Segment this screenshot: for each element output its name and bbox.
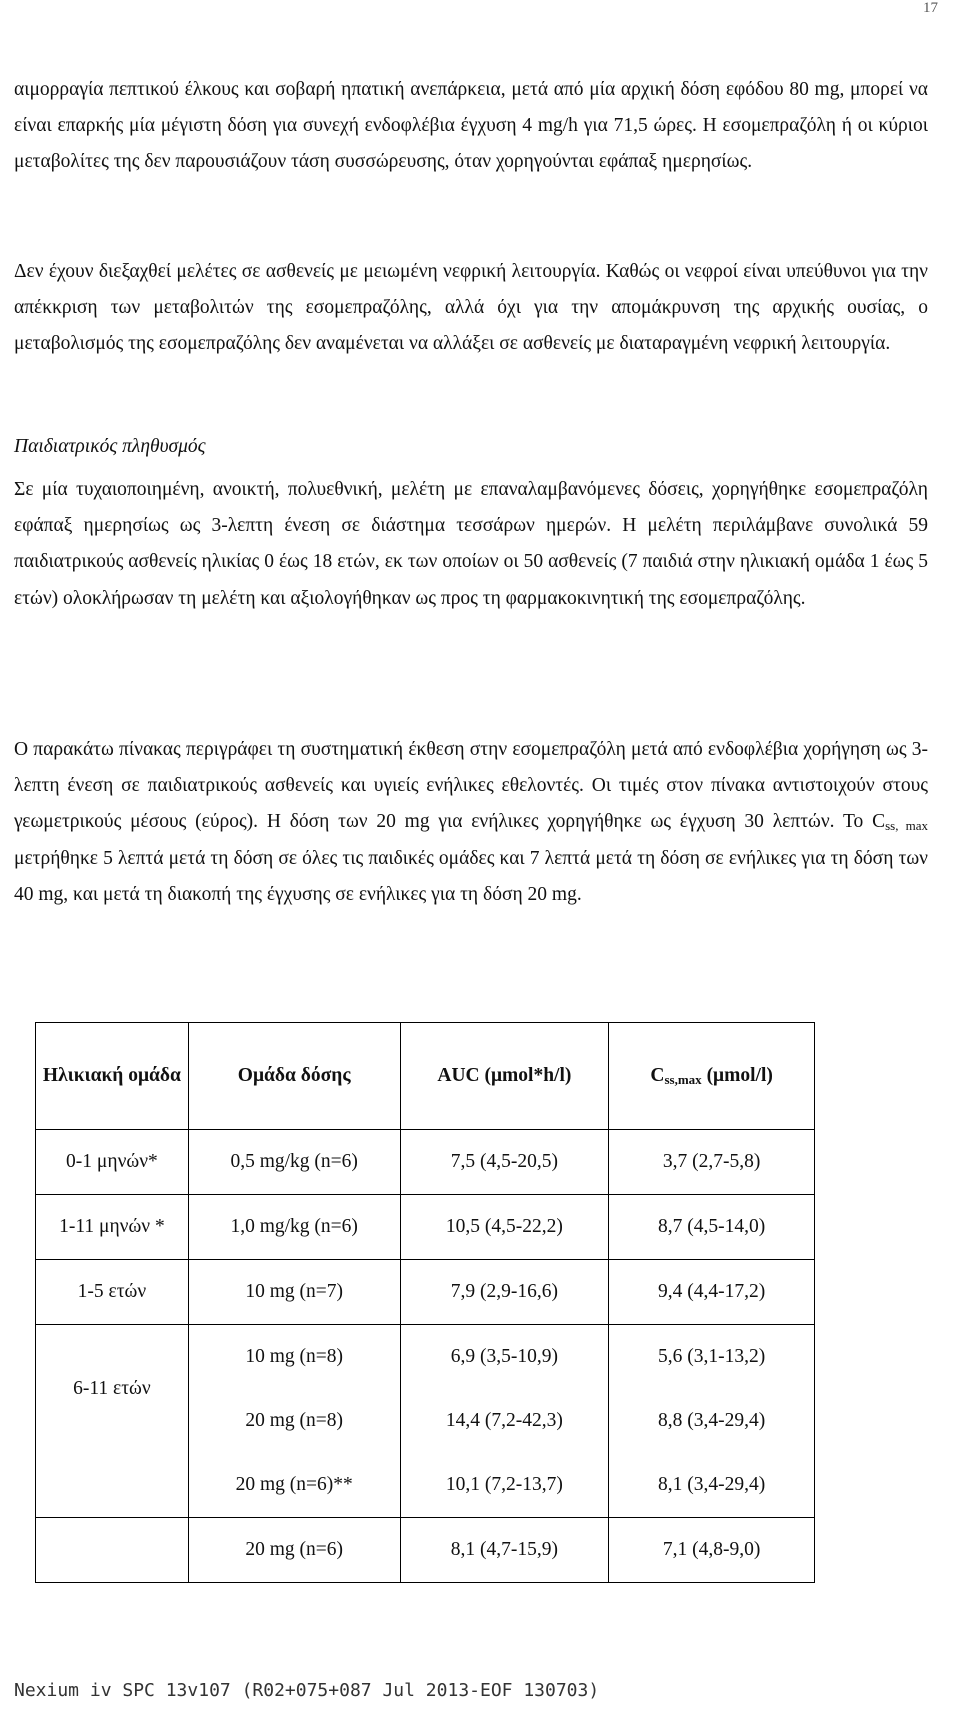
cell-auc: 8,1 (4,7-15,9) <box>400 1518 609 1583</box>
cell-dose: 10 mg (n=7) <box>188 1260 400 1325</box>
table-row <box>36 1260 815 1325</box>
cell-cmax: 8,1 (3,4-29,4) <box>609 1453 815 1518</box>
cell-dose: 1,0 mg/kg (n=6) <box>188 1195 400 1260</box>
paragraph-hepatic: αιμορραγία πεπτικού έλκους και σοβαρή ηπατική ανεπάρκεια, μετά από μία αρχική δόση εφόδου 80 mg, μπορεί να είναι επαρκής μία μέγιστη δόση για συνεχή ενδοφλέβια έγχυση 4 mg/h για 71,5 ώρες. Η εσομεπραζόλη ή οι κύριοι μεταβολίτες της δεν παρουσιάζουν τάση συσσώρευσης, όταν χορηγούνται εφάπαξ ημερησίως. <box>14 79 928 173</box>
cell-age <box>36 1518 189 1583</box>
cell-dose: 10 mg (n=8) <box>188 1325 400 1390</box>
cell-age: 6-11 ετών <box>36 1325 189 1454</box>
section-heading-pediatric: Παιδιατρικός πληθυσμός <box>14 436 206 457</box>
header-age-group: Ηλικιακή ομάδα <box>36 1023 189 1130</box>
cell-cmax: 8,7 (4,5-14,0) <box>609 1195 815 1260</box>
cell-cmax: 8,8 (3,4-29,4) <box>609 1389 815 1453</box>
cell-age: 0-1 μηνών* <box>36 1130 189 1195</box>
cell-age: 1-5 ετών <box>36 1260 189 1325</box>
header-cmax-prefix: C <box>650 1065 665 1086</box>
header-cmax-sub: ss,max <box>664 1072 702 1087</box>
paragraph-text-part1: Ο παρακάτω πίνακας περιγράφει τη συστηματική έκθεση στην εσομεπραζόλη μετά από ενδοφλέβια χορήγηση ως 3-λεπτη ένεση σε παιδιατρικούς ασθενείς και υγιείς ενήλικες εθελοντές. Οι τιμές στον πίνακα αντιστοιχούν στους γεωμετρικούς μέσους (εύρος). Η δόση των 20 mg για ενήλικες χορηγήθηκε ως έγχυση 30 λεπτών. Το C <box>14 739 928 833</box>
table-row <box>36 1518 815 1583</box>
cmax-subscript: ss, max <box>885 818 929 834</box>
paragraph-renal: Δεν έχουν διεξαχθεί μελέτες σε ασθενείς με μειωμένη νεφρική λειτουργία. Καθώς οι νεφροί είναι υπεύθυνοι για την απέκκριση των μεταβολιτών της εσομεπραζόλης, αλλά όχι για την απομάκρυνση της αρχικής ουσίας, ο μεταβολισμός της εσομεπραζόλης δεν αναμένεται να αλλάξει σε ασθενείς με διαταραγμένη νεφρική λειτουργία. <box>14 261 928 355</box>
header-cmax-suffix: (μmol/l) <box>701 1065 773 1086</box>
cell-cmax: 7,1 (4,8-9,0) <box>609 1518 815 1583</box>
cell-cmax: 9,4 (4,4-17,2) <box>609 1260 815 1325</box>
cell-dose: 20 mg (n=8) <box>188 1389 400 1453</box>
cell-dose: 20 mg (n=6) <box>188 1518 400 1583</box>
table-row <box>36 1195 815 1260</box>
cell-age <box>36 1453 189 1518</box>
cell-auc: 6,9 (3,5-10,9) <box>400 1325 609 1390</box>
cell-dose: 20 mg (n=6)** <box>188 1453 400 1518</box>
cell-auc: 7,5 (4,5-20,5) <box>400 1130 609 1195</box>
cell-auc: 7,9 (2,9-16,6) <box>400 1260 609 1325</box>
table-row <box>36 1453 815 1518</box>
cell-auc: 10,1 (7,2-13,7) <box>400 1453 609 1518</box>
table-row <box>36 1130 815 1195</box>
cell-auc: 14,4 (7,2-42,3) <box>400 1389 609 1453</box>
cell-cmax: 3,7 (2,7-5,8) <box>609 1130 815 1195</box>
cell-dose: 0,5 mg/kg (n=6) <box>188 1130 400 1195</box>
pharmacokinetics-table <box>35 1022 815 1583</box>
document-footer: Nexium iv SPC 13v107 (R02+075+087 Jul 2013-EOF 130703) <box>14 1680 600 1701</box>
paragraph-table-description <box>14 732 928 913</box>
cell-cmax: 5,6 (3,1-13,2) <box>609 1325 815 1390</box>
table-header-row <box>36 1023 815 1130</box>
page-number: 17 <box>923 0 938 16</box>
header-dose-group: Ομάδα δόσης <box>188 1023 400 1130</box>
header-cmax <box>609 1023 815 1130</box>
table-row <box>36 1325 815 1390</box>
header-auc: AUC (μmol*h/l) <box>400 1023 609 1130</box>
paragraph-text-part2: μετρήθηκε 5 λεπτά μετά τη δόση σε όλες τις παιδικές ομάδες και 7 λεπτά μετά τη δόση σε ενήλικες για τη δόση των 40 mg, και μετά τη διακοπή της έγχυσης σε ενήλικες για τη δόση 20 mg. <box>14 847 928 905</box>
cell-age: 1-11 μηνών * <box>36 1195 189 1260</box>
cell-auc: 10,5 (4,5-22,2) <box>400 1195 609 1260</box>
paragraph-pediatric-study: Σε μία τυχαιοποιημένη, ανοικτή, πολυεθνική, μελέτη με επαναλαμβανόμενες δόσεις, χορηγήθηκε εσομεπραζόλη εφάπαξ ημερησίως ως 3-λεπτη ένεση σε διάστημα τεσσάρων ημερών. Η μελέτη περιλάμβανε συνολικά 59 παιδιατρικούς ασθενείς ηλικίας 0 έως 18 ετών, εκ των οποίων οι 50 ασθενείς (7 παιδιά στην ηλικιακή ομάδα 1 έως 5 ετών) ολοκλήρωσαν τη μελέτη και αξιολογήθηκαν ως προς τη φαρμακοκινητική της εσομεπραζόλης. <box>14 479 928 609</box>
